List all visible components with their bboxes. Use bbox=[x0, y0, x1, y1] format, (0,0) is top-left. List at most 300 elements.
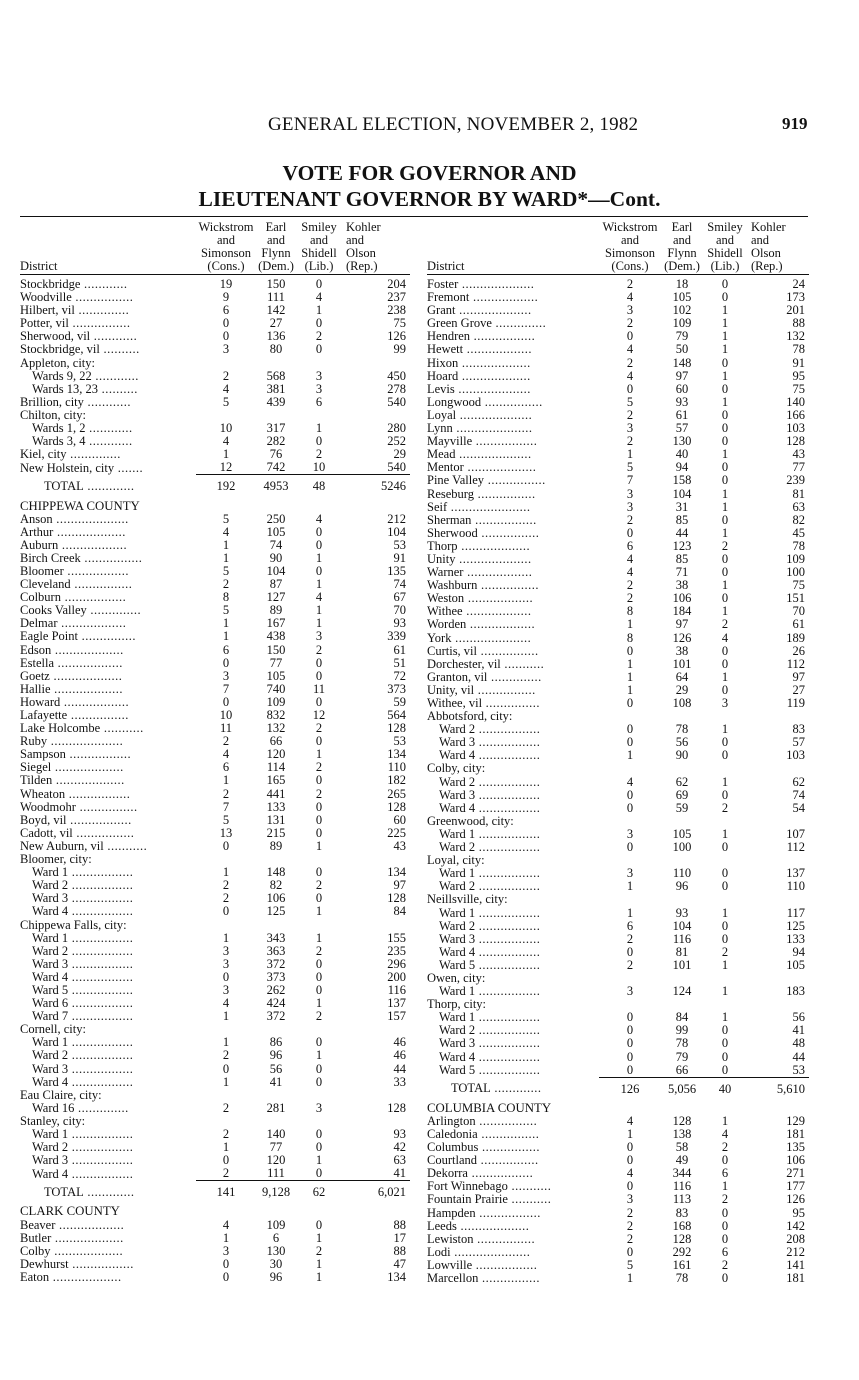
dot-leader: ................... bbox=[49, 1270, 122, 1284]
dem-votes: 317 bbox=[266, 422, 286, 436]
lib-votes: 1 bbox=[315, 304, 323, 318]
cons-votes: 1 bbox=[626, 670, 634, 684]
cons-votes: 2 bbox=[626, 1232, 634, 1246]
dot-leader: ................ bbox=[478, 1272, 540, 1286]
rep-votes: 78 bbox=[792, 539, 805, 553]
district-cell bbox=[427, 972, 599, 985]
cons-votes: 3 bbox=[626, 827, 634, 841]
rep-votes bbox=[747, 710, 809, 723]
district-cell bbox=[427, 409, 599, 422]
table-row bbox=[20, 788, 410, 801]
lib-votes: 1 bbox=[721, 526, 729, 540]
dem-votes: 104 bbox=[266, 564, 286, 578]
lib-votes: 1 bbox=[721, 448, 729, 462]
right-table-body bbox=[427, 275, 809, 1286]
dem-votes: 111 bbox=[267, 1167, 285, 1181]
dot-leader: .................. bbox=[466, 618, 536, 632]
rep-votes: 6,021 bbox=[342, 1181, 410, 1204]
city-heading-row bbox=[427, 854, 809, 867]
dot-leader: ................... bbox=[458, 369, 531, 383]
table-row bbox=[427, 396, 809, 409]
district-name: New Holstein, city bbox=[20, 461, 115, 475]
rep-votes: 61 bbox=[792, 618, 805, 632]
cons-votes: 8 bbox=[222, 591, 230, 605]
district-name: Lake Holcombe bbox=[20, 722, 101, 736]
district-name: Weston bbox=[427, 592, 465, 606]
dot-leader: ................ bbox=[68, 317, 131, 331]
district-cell bbox=[427, 566, 599, 579]
dem-votes: 116 bbox=[672, 1180, 692, 1194]
lib-votes: 1 bbox=[721, 330, 729, 344]
dem-votes: 109 bbox=[672, 317, 692, 331]
dem-votes: 150 bbox=[266, 277, 286, 291]
district-cell bbox=[427, 645, 599, 658]
district-name: Dekorra bbox=[427, 1167, 468, 1181]
dot-leader: ................. bbox=[475, 749, 541, 763]
dot-leader: .................... bbox=[458, 277, 535, 291]
dot-leader: ..................... bbox=[450, 1245, 531, 1259]
dot-leader: ................. bbox=[68, 1257, 134, 1271]
cons-votes: 9 bbox=[222, 291, 230, 305]
district-name: Wheaton bbox=[20, 787, 66, 801]
district-name: Ward 2 bbox=[439, 1024, 476, 1038]
city-heading-row bbox=[20, 853, 410, 866]
district-name: Ward 2 bbox=[32, 944, 69, 958]
district-name: TOTAL bbox=[44, 1185, 84, 1200]
district-cell bbox=[427, 710, 599, 723]
dot-leader: ................. bbox=[470, 330, 536, 344]
district-name: Lodi bbox=[427, 1245, 451, 1259]
dot-leader: ................ bbox=[484, 474, 546, 488]
cons-votes: 3 bbox=[626, 487, 634, 501]
district-name: Woodville bbox=[20, 291, 72, 305]
dot-leader: ................. bbox=[68, 1049, 134, 1063]
rep-votes: 110 bbox=[786, 880, 805, 894]
district-name: Lynn bbox=[427, 422, 453, 436]
dot-leader: ................ bbox=[75, 800, 138, 814]
dem-votes: 77 bbox=[269, 656, 283, 670]
lib-votes: 1 bbox=[315, 997, 323, 1011]
district-cell bbox=[427, 723, 599, 736]
table-row bbox=[427, 1272, 809, 1285]
dot-leader: ................. bbox=[68, 1128, 134, 1141]
dem-votes: 142 bbox=[266, 304, 286, 318]
table-row bbox=[427, 357, 809, 370]
district-name: Wards 1, 2 bbox=[32, 422, 86, 436]
district-cell bbox=[20, 1154, 196, 1167]
table-row bbox=[20, 958, 410, 971]
dem-votes: 80 bbox=[269, 343, 283, 357]
district-cell bbox=[427, 1167, 599, 1180]
table-row bbox=[20, 383, 410, 396]
dot-leader: .............. bbox=[86, 604, 142, 618]
city-heading-row bbox=[427, 998, 809, 1011]
rep-votes: 45 bbox=[792, 526, 805, 540]
dem-votes: 105 bbox=[266, 669, 286, 683]
dem-votes: 128 bbox=[672, 1114, 692, 1128]
lib-votes: 2 bbox=[721, 1258, 729, 1272]
lib-votes: 2 bbox=[315, 1244, 323, 1258]
cons-votes: 3 bbox=[222, 1244, 230, 1258]
table-row bbox=[20, 735, 410, 748]
cons-votes: 0 bbox=[626, 330, 634, 344]
dem-votes: 6 bbox=[272, 1231, 280, 1245]
rep-votes: 373 bbox=[387, 682, 406, 696]
cons-votes: 3 bbox=[222, 669, 230, 683]
rep-votes: 134 bbox=[387, 1270, 406, 1284]
lib-votes: 0 bbox=[315, 1167, 323, 1181]
rep-votes: 112 bbox=[786, 841, 805, 855]
cons-votes: 10 bbox=[219, 422, 233, 436]
district-cell bbox=[20, 748, 196, 761]
dot-leader: ................ bbox=[477, 526, 540, 540]
cons-votes: 2 bbox=[626, 1219, 634, 1233]
cons-votes: 4 bbox=[626, 343, 634, 357]
table-row bbox=[427, 501, 809, 514]
rep-votes: 83 bbox=[792, 723, 805, 737]
rep-votes: 140 bbox=[786, 395, 805, 409]
table-row bbox=[20, 657, 410, 670]
lib-votes: 1 bbox=[721, 304, 729, 318]
lib-votes: 4 bbox=[315, 512, 323, 526]
district-cell bbox=[427, 275, 599, 292]
cons-votes: 4 bbox=[626, 1167, 634, 1181]
district-cell bbox=[20, 539, 196, 552]
dot-leader: .................. bbox=[57, 617, 127, 631]
district-name: Reseburg bbox=[427, 487, 474, 501]
cons-votes: 0 bbox=[626, 1180, 634, 1194]
rep-votes: 75 bbox=[393, 317, 406, 331]
rep-votes: 117 bbox=[786, 906, 805, 920]
district-name: Ward 4 bbox=[439, 945, 476, 959]
rep-votes: 564 bbox=[387, 709, 406, 722]
district-name: Ward 5 bbox=[439, 958, 476, 972]
district-cell bbox=[20, 657, 196, 670]
dem-votes: 250 bbox=[266, 512, 286, 526]
rep-votes: 99 bbox=[393, 343, 406, 357]
lib-votes: 0 bbox=[315, 525, 323, 539]
district-name: Foster bbox=[427, 277, 459, 291]
district-cell bbox=[427, 907, 599, 920]
dot-leader: ................. bbox=[475, 723, 541, 737]
table-row bbox=[20, 696, 410, 709]
table-row bbox=[427, 1141, 809, 1154]
rep-votes: 235 bbox=[387, 944, 406, 958]
table-row bbox=[427, 841, 809, 854]
table-row bbox=[20, 1219, 410, 1232]
district-name: Hampden bbox=[427, 1206, 476, 1220]
lib-votes: 0 bbox=[315, 735, 323, 749]
dot-leader: ............. bbox=[83, 479, 135, 494]
table-row bbox=[20, 945, 410, 958]
dem-header: Earl and Flynn (Dem.) bbox=[661, 221, 703, 275]
lib-votes bbox=[703, 854, 747, 867]
cons-votes: 192 bbox=[196, 475, 256, 498]
district-cell bbox=[20, 774, 196, 787]
lib-votes: 0 bbox=[315, 826, 323, 840]
table-row bbox=[20, 461, 410, 475]
lib-votes bbox=[703, 762, 747, 775]
dem-votes: 101 bbox=[672, 958, 692, 972]
dem-votes: 4953 bbox=[256, 475, 296, 498]
rep-votes: 67 bbox=[393, 591, 406, 605]
district-name: Brillion, city bbox=[20, 395, 84, 409]
cons-votes: 2 bbox=[222, 1101, 230, 1115]
dem-votes bbox=[256, 919, 296, 932]
dem-votes: 56 bbox=[269, 1062, 283, 1076]
lib-votes: 2 bbox=[315, 879, 323, 893]
lib-votes: 0 bbox=[721, 1272, 729, 1286]
district-cell bbox=[427, 762, 599, 775]
lib-votes: 1 bbox=[315, 604, 323, 618]
district-cell bbox=[427, 1180, 599, 1193]
lib-votes: 0 bbox=[315, 1218, 323, 1232]
district-cell bbox=[427, 854, 599, 867]
lib-votes: 0 bbox=[315, 564, 323, 578]
table-row bbox=[427, 880, 809, 893]
district-cell bbox=[427, 671, 599, 684]
cons-votes: 0 bbox=[222, 1257, 230, 1271]
district-name: Levis bbox=[427, 382, 455, 396]
table-row bbox=[20, 892, 410, 905]
dot-leader: .............. bbox=[487, 670, 542, 684]
rep-votes bbox=[342, 1115, 410, 1128]
lib-votes: 6 bbox=[721, 1245, 729, 1259]
district-name: Mayville bbox=[427, 435, 473, 449]
district-cell bbox=[427, 1051, 599, 1064]
lib-votes: 1 bbox=[721, 1114, 729, 1128]
district-header: District bbox=[427, 221, 599, 275]
dem-votes: 97 bbox=[675, 618, 689, 632]
rep-votes: 27 bbox=[792, 683, 805, 697]
dem-votes: 161 bbox=[672, 1258, 692, 1272]
district-name: Arlington bbox=[427, 1114, 476, 1128]
cons-votes bbox=[196, 357, 256, 370]
dem-votes: 439 bbox=[266, 395, 286, 409]
cons-votes bbox=[599, 762, 661, 775]
district-name: Butler bbox=[20, 1231, 52, 1245]
rep-votes: 26 bbox=[792, 644, 805, 658]
rep-votes: 42 bbox=[393, 1141, 406, 1155]
district-cell bbox=[427, 1128, 599, 1141]
dem-votes: 94 bbox=[675, 461, 689, 475]
rep-votes: 5246 bbox=[342, 475, 410, 498]
dot-leader: ................. bbox=[475, 1024, 541, 1038]
district-name: Loyal bbox=[427, 408, 457, 422]
cons-votes: 126 bbox=[599, 1077, 661, 1100]
dot-leader: ................. bbox=[475, 841, 541, 855]
dem-votes: 106 bbox=[266, 892, 286, 906]
lib-votes: 0 bbox=[721, 867, 729, 881]
district-cell bbox=[427, 946, 599, 959]
dot-leader: ................. bbox=[68, 1141, 134, 1155]
district-cell bbox=[427, 1246, 599, 1259]
lib-votes: 0 bbox=[315, 1062, 323, 1076]
district-cell bbox=[20, 1089, 196, 1102]
cons-votes: 8 bbox=[626, 631, 634, 645]
running-title: GENERAL ELECTION, NOVEMBER 2, 1982 bbox=[268, 114, 639, 135]
cons-votes: 4 bbox=[626, 552, 634, 566]
dem-votes: 138 bbox=[672, 1128, 692, 1141]
lib-votes: 1 bbox=[721, 1180, 729, 1194]
dot-leader: ................. bbox=[68, 1062, 134, 1076]
dem-votes: 343 bbox=[266, 931, 286, 945]
dot-leader: ................. bbox=[68, 905, 134, 919]
district-cell bbox=[427, 933, 599, 946]
district-name: Ward 2 bbox=[439, 841, 476, 855]
dot-leader: .................. bbox=[462, 605, 532, 619]
county-heading-row bbox=[20, 1203, 410, 1218]
cons-votes: 0 bbox=[222, 1270, 230, 1284]
rep-votes: 91 bbox=[393, 551, 406, 565]
cons-votes: 0 bbox=[626, 1024, 634, 1038]
district-name: Ward 2 bbox=[32, 1141, 69, 1155]
cons-votes: 2 bbox=[626, 435, 634, 449]
dot-leader: ................. bbox=[475, 932, 541, 946]
table-row bbox=[427, 828, 809, 841]
dem-votes: 83 bbox=[675, 1206, 689, 1220]
dem-votes bbox=[661, 762, 703, 775]
cons-votes: 6 bbox=[626, 919, 634, 933]
cons-votes: 10 bbox=[219, 709, 233, 722]
district-cell bbox=[427, 920, 599, 933]
table-title bbox=[0, 160, 859, 212]
district-cell bbox=[20, 1245, 196, 1258]
district-cell bbox=[20, 1076, 196, 1089]
district-cell bbox=[427, 658, 599, 671]
rep-votes: 43 bbox=[393, 839, 406, 853]
rep-votes: 41 bbox=[792, 1024, 805, 1038]
dem-votes: 89 bbox=[269, 839, 283, 853]
district-cell bbox=[20, 498, 410, 513]
rep-votes: 189 bbox=[786, 631, 805, 645]
district-name: Colburn bbox=[20, 591, 61, 605]
lib-votes: 0 bbox=[721, 1219, 729, 1233]
cons-votes: 4 bbox=[626, 566, 634, 580]
district-name: Ward 4 bbox=[32, 970, 69, 984]
cons-votes: 2 bbox=[626, 277, 634, 291]
dem-votes: 126 bbox=[672, 631, 692, 645]
rep-votes: 41 bbox=[393, 1167, 406, 1181]
lib-votes: 3 bbox=[315, 369, 323, 383]
rep-votes: 44 bbox=[393, 1062, 406, 1076]
lib-votes: 0 bbox=[315, 656, 323, 670]
lib-votes: 0 bbox=[721, 736, 729, 750]
district-name: Edson bbox=[20, 643, 52, 657]
city-heading-row bbox=[20, 357, 410, 370]
dot-leader: ................... bbox=[51, 1231, 124, 1245]
district-name: Ward 2 bbox=[439, 723, 476, 737]
district-name: Greenwood, city: bbox=[427, 814, 514, 828]
lib-votes: 0 bbox=[315, 983, 323, 997]
district-cell bbox=[20, 461, 196, 475]
district-cell bbox=[20, 788, 196, 801]
lib-votes: 0 bbox=[721, 1206, 729, 1220]
district-cell bbox=[427, 370, 599, 383]
district-cell bbox=[427, 828, 599, 841]
dem-votes: 123 bbox=[672, 539, 692, 553]
dem-votes: 58 bbox=[675, 1141, 689, 1155]
table-row bbox=[427, 697, 809, 710]
lib-votes: 0 bbox=[315, 892, 323, 906]
lib-votes: 2 bbox=[315, 330, 323, 344]
rep-votes: 112 bbox=[786, 657, 805, 671]
cons-votes bbox=[196, 409, 256, 422]
dem-votes: 96 bbox=[269, 1049, 283, 1063]
table-row bbox=[20, 1036, 410, 1049]
dem-votes: 105 bbox=[672, 291, 692, 305]
dem-votes bbox=[256, 409, 296, 422]
rep-votes: 119 bbox=[786, 697, 805, 710]
district-name: Longwood bbox=[427, 395, 482, 409]
table-row bbox=[427, 514, 809, 527]
cons-votes: 2 bbox=[222, 892, 230, 906]
city-heading-row bbox=[20, 919, 410, 932]
table-row bbox=[20, 552, 410, 565]
dot-leader: .................... bbox=[455, 552, 532, 566]
district-cell bbox=[20, 475, 196, 498]
lib-votes bbox=[296, 853, 342, 866]
dot-leader: ................. bbox=[475, 1063, 541, 1077]
district-name: Hixon bbox=[427, 356, 459, 370]
lib-votes bbox=[296, 1023, 342, 1036]
dem-votes: 86 bbox=[269, 1036, 283, 1050]
dot-leader: ................. bbox=[475, 1206, 541, 1220]
lib-votes: 0 bbox=[721, 592, 729, 606]
rep-votes: 78 bbox=[792, 343, 805, 357]
table-row bbox=[427, 343, 809, 356]
district-cell bbox=[427, 985, 599, 998]
district-cell bbox=[20, 827, 196, 840]
rep-votes: 151 bbox=[786, 592, 805, 606]
table-row bbox=[427, 275, 809, 292]
lib-votes: 1 bbox=[315, 1231, 323, 1245]
lib-votes: 0 bbox=[721, 356, 729, 370]
lib-votes bbox=[703, 893, 747, 906]
lib-votes: 1 bbox=[721, 500, 729, 514]
district-name: Caledonia bbox=[427, 1128, 478, 1141]
table-row bbox=[20, 932, 410, 945]
district-name: Ward 4 bbox=[439, 801, 476, 815]
lib-votes: 0 bbox=[315, 277, 323, 291]
lib-votes bbox=[703, 815, 747, 828]
district-cell bbox=[20, 1023, 196, 1036]
cons-votes bbox=[599, 710, 661, 723]
dot-leader: .................. bbox=[464, 592, 534, 606]
district-cell bbox=[20, 330, 196, 343]
rep-votes bbox=[747, 998, 809, 1011]
table-title-line-2: LIEUTENANT GOVERNOR BY WARD*—Cont. bbox=[198, 187, 661, 211]
table-row bbox=[20, 683, 410, 696]
dem-votes: 93 bbox=[675, 906, 689, 920]
cons-votes: 2 bbox=[222, 735, 230, 749]
lib-votes: 1 bbox=[315, 1154, 323, 1168]
total-row bbox=[20, 475, 410, 498]
district-name: Kiel, city bbox=[20, 448, 67, 462]
dem-votes: 50 bbox=[675, 343, 689, 357]
dem-votes bbox=[661, 710, 703, 723]
district-cell bbox=[427, 841, 599, 854]
table-row bbox=[427, 736, 809, 749]
dem-votes: 150 bbox=[266, 643, 286, 657]
district-name: Dewhurst bbox=[20, 1257, 69, 1271]
city-heading-row bbox=[20, 1023, 410, 1036]
lib-votes: 0 bbox=[721, 644, 729, 658]
cons-votes: 1 bbox=[626, 683, 634, 697]
rep-votes: 128 bbox=[387, 722, 406, 736]
cons-votes: 0 bbox=[626, 1245, 634, 1259]
lib-votes: 0 bbox=[721, 1024, 729, 1038]
